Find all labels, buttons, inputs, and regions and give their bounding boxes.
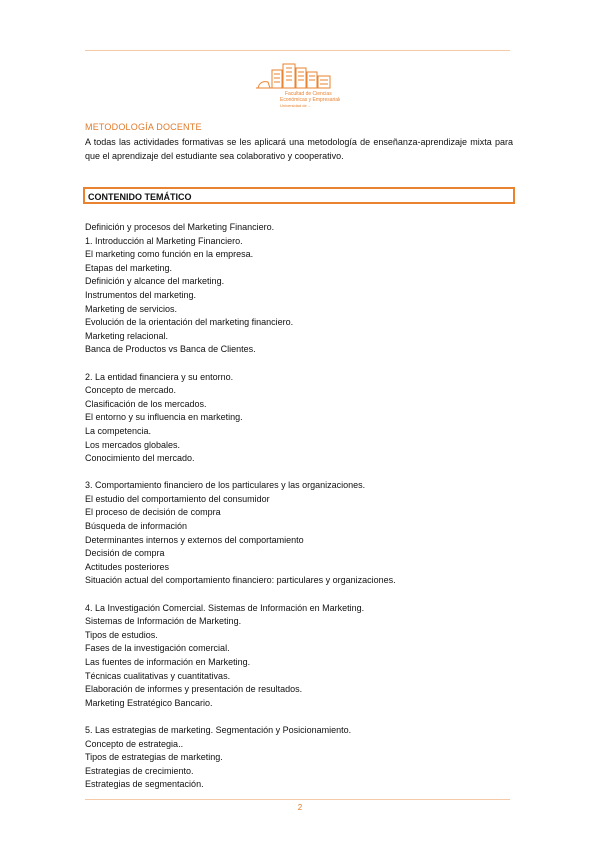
content-line: El entorno y su influencia en marketing. xyxy=(85,412,243,423)
block-spacer xyxy=(85,357,515,371)
content-line: La competencia. xyxy=(85,425,152,436)
content-line: Estrategias de segmentación. xyxy=(85,779,204,790)
content-section-header xyxy=(83,187,515,204)
logo-text-1: Facultad de Ciencias xyxy=(285,91,332,97)
content-line: Marketing Estratégico Bancario. xyxy=(85,697,213,708)
content-line: El marketing como función en la empresa. xyxy=(85,249,254,260)
content-line: Marketing de servicios. xyxy=(85,303,178,314)
logo-text-2: Económicas y Empresariales xyxy=(280,97,340,103)
content-line: 2. La entidad financiera y su entorno. xyxy=(85,371,234,382)
faculty-logo xyxy=(250,58,340,112)
content-line: El proceso de decisión de compra xyxy=(85,507,221,518)
content-line: Elaboración de informes y presentación de resultados. xyxy=(85,684,303,695)
content-line: Tipos de estudios. xyxy=(85,629,158,640)
content-line: El estudio del comportamiento del consumidor xyxy=(85,493,270,504)
content-section-title: CONTENIDO TEMÁTICO xyxy=(88,192,192,202)
header-rule xyxy=(85,50,510,51)
content-line: Sistemas de Información de Marketing. xyxy=(85,616,242,627)
content-line: 4. La Investigación Comercial. Sistemas de Información en Marketing. xyxy=(85,602,365,613)
content-line: Las fuentes de información en Marketing. xyxy=(85,657,251,667)
content-line: Los mercados globales. xyxy=(85,439,181,450)
methodology-text: A todas las actividades formativas se les aplicará una metodología de enseñanza-aprendizaje mixta para que el aprendizaje del estudiante sea colaborativo y cooperativo. xyxy=(85,137,513,161)
content-line: Tipos de estrategias de marketing. xyxy=(85,752,223,763)
content-line: Fases de la investigación comercial. xyxy=(85,643,230,654)
content-line: 1. Introducción al Marketing Financiero. xyxy=(85,235,243,246)
content-line: Decisión de compra xyxy=(85,548,165,559)
building-icon xyxy=(250,58,340,112)
content-line: Marketing relacional. xyxy=(85,330,169,341)
content-line: Etapas del marketing. xyxy=(85,262,173,273)
content-line: 3. Comportamiento financiero de los particulares y las organizaciones. xyxy=(85,480,366,491)
page-number: 2 xyxy=(297,803,303,812)
content-line: Técnicas cualitativas y cuantitativas. xyxy=(85,670,231,681)
content-line: Búsqueda de información xyxy=(85,521,188,532)
content-line: Estrategias de crecimiento. xyxy=(85,765,194,776)
content-line: Definición y alcance del marketing. xyxy=(85,276,225,287)
content-line: Situación actual del comportamiento financiero: particulares y organizaciones. xyxy=(85,575,396,586)
content-line: Definición y procesos del Marketing Financiero. xyxy=(85,222,275,232)
content-line: Concepto de estrategia.. xyxy=(85,738,184,749)
logo-text-3: Universidad de ... xyxy=(280,103,312,108)
block-spacer xyxy=(85,588,515,602)
content-line: Banca de Productos vs Banca de Clientes. xyxy=(85,344,256,355)
content-line: Instrumentos del marketing. xyxy=(85,289,197,300)
content-line: Actitudes posteriores xyxy=(85,561,170,572)
content-line: Clasificación de los mercados. xyxy=(85,398,207,409)
block-spacer xyxy=(85,710,515,724)
content-line: Concepto de mercado. xyxy=(85,385,177,396)
content-list xyxy=(85,221,515,792)
content-line: Conocimiento del mercado. xyxy=(85,453,195,464)
footer-rule xyxy=(85,799,510,800)
methodology-title: METODOLOGÍA DOCENTE xyxy=(85,122,202,132)
content-line: 5. Las estrategias de marketing. Segmentación y Posicionamiento. xyxy=(85,724,352,735)
content-line: Determinantes internos y externos del comportamiento xyxy=(85,534,304,545)
content-line: Evolución de la orientación del marketing financiero. xyxy=(85,317,294,328)
block-spacer xyxy=(85,466,515,480)
